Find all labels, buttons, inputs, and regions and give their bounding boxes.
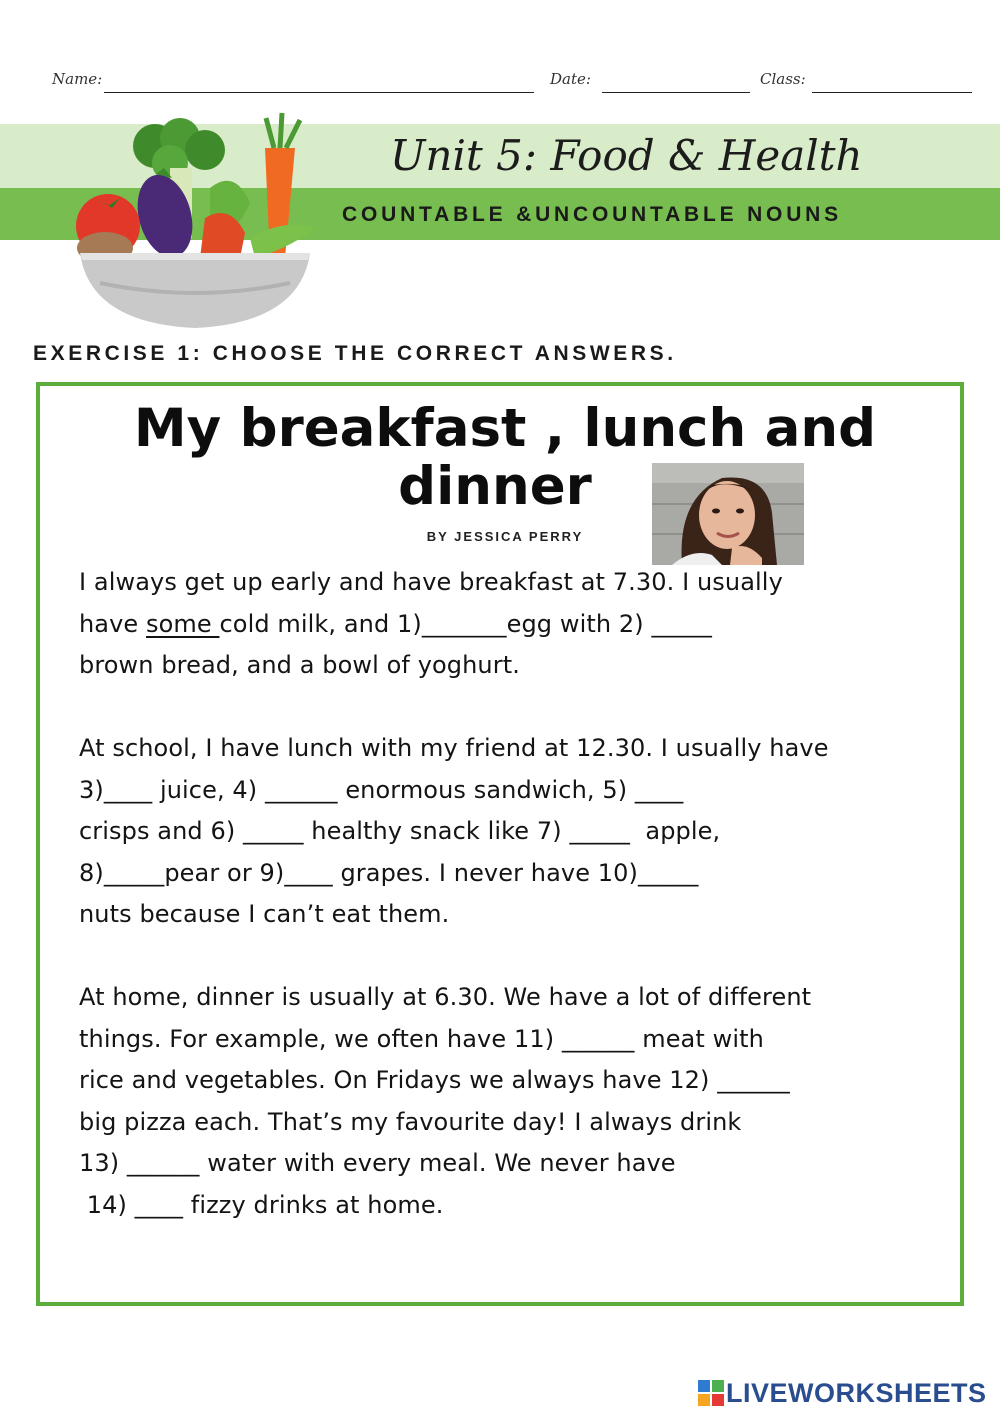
text-segment: have (79, 609, 147, 638)
author-photo (652, 463, 804, 565)
story-title-line2: dinner (398, 456, 592, 517)
text-line: 8)_____pear or 9)____ grapes. I never have 10)_____ (79, 858, 699, 887)
class-line[interactable] (812, 92, 972, 93)
text-line: crisps and 6) _____ healthy snack like 7) _____ apple, (79, 817, 721, 845)
story-author: BY JESSICA PERRY (426, 529, 584, 544)
text-line: big pizza each. That’s my favourite day! I always drink (79, 1107, 742, 1136)
text-line: things. For example, we often have 11) ______ meat with (79, 1024, 764, 1053)
name-line[interactable] (104, 92, 534, 93)
story-title-line1: My breakfast , lunch and (133, 398, 877, 459)
date-line[interactable] (602, 92, 750, 93)
paragraph-dinner (79, 977, 969, 1226)
text-line: brown bread, and a bowl of yoghurt. (79, 651, 520, 679)
name-label: Name: (52, 70, 103, 88)
text-line: nuts because I can’t eat them. (79, 900, 450, 928)
text-line (79, 604, 969, 646)
vegetable-bowl-icon (60, 108, 330, 333)
class-label: Class: (760, 70, 806, 88)
text-line: At school, I have lunch with my friend at 12.30. I usually have (79, 734, 829, 762)
unit-subtitle: COUNTABLE &UNCOUNTABLE NOUNS (342, 203, 842, 226)
text-line: rice and vegetables. On Fridays we always have 12) ______ (79, 1066, 790, 1094)
logo-text: LIVEWORKSHEETS (726, 1377, 987, 1408)
date-label: Date: (550, 70, 591, 88)
liveworksheets-icon (698, 1380, 724, 1406)
text-line: 13) ______ water with every meal. We never have (79, 1149, 676, 1177)
unit-title: Unit 5: Food & Health (390, 131, 863, 180)
paragraph-lunch (79, 728, 969, 936)
text-line: 14) ____ fizzy drinks at home. (79, 1190, 444, 1219)
text-line: 3)____ juice, 4) ______ enormous sandwich, 5) ____ (79, 775, 684, 804)
example-answer: some (146, 609, 220, 638)
paragraph-breakfast (79, 562, 969, 687)
text-line: I always get up early and have breakfast at 7.30. I usually (79, 568, 783, 596)
exercise-title: EXERCISE 1: CHOOSE THE CORRECT ANSWERS. (33, 342, 677, 365)
text-segment: cold milk, and 1)_______egg with 2) _____ (219, 609, 712, 638)
text-line: At home, dinner is usually at 6.30. We have a lot of different (79, 983, 812, 1011)
liveworksheets-logo[interactable] (698, 1376, 987, 1410)
